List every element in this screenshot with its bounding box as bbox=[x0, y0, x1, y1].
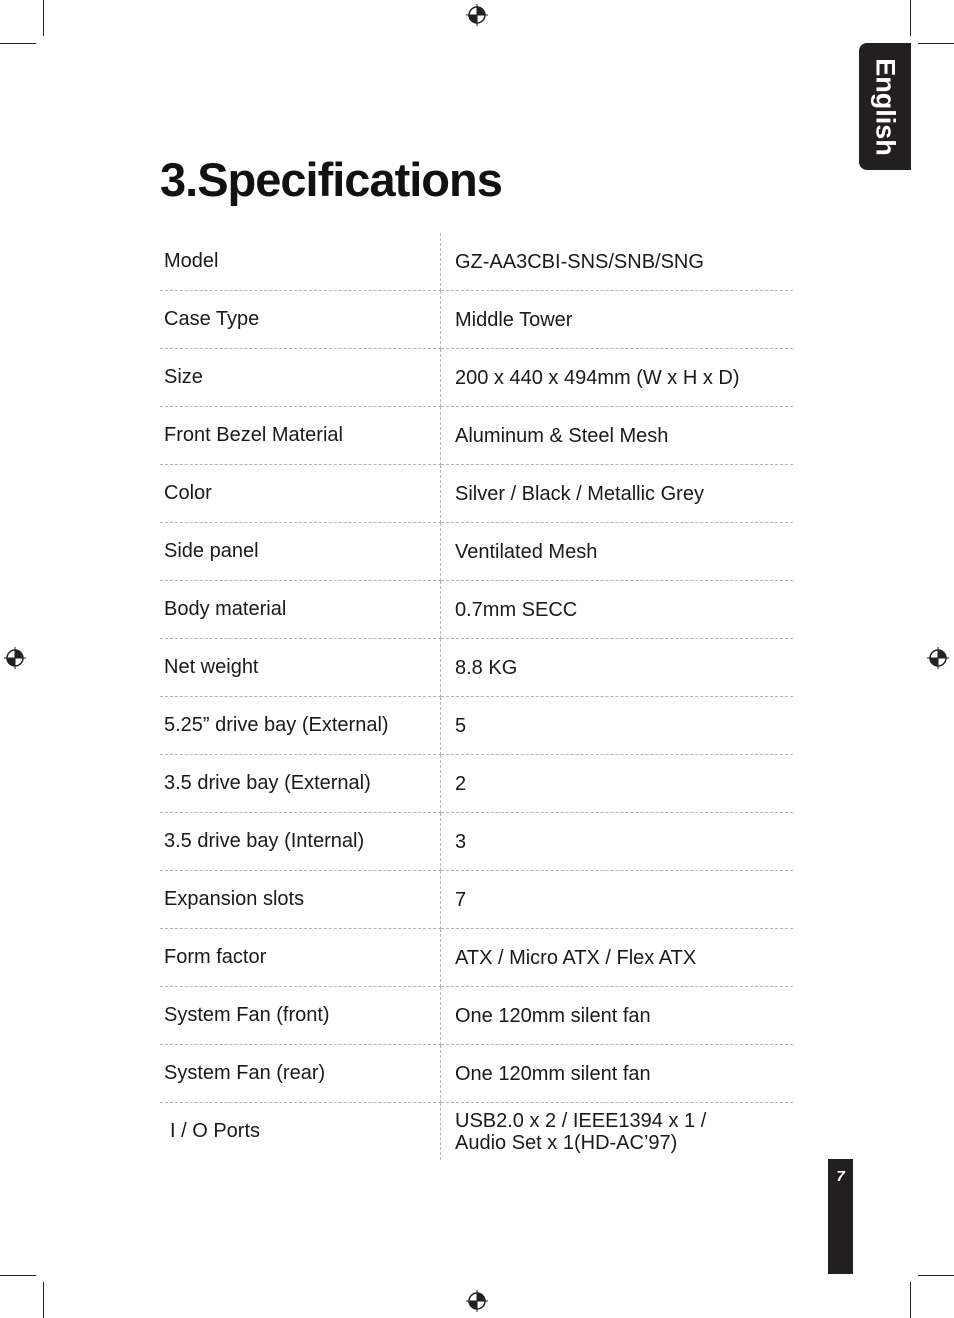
spec-row bbox=[160, 871, 793, 929]
crop-mark bbox=[918, 1275, 954, 1276]
crop-mark bbox=[910, 0, 911, 36]
crop-mark bbox=[43, 1282, 44, 1318]
spec-label: Size bbox=[160, 349, 441, 407]
spec-value: 3 bbox=[441, 813, 794, 871]
page-title: 3.Specifications bbox=[160, 153, 502, 206]
spec-row bbox=[160, 233, 793, 291]
spec-value: 5 bbox=[441, 697, 794, 755]
spec-row bbox=[160, 929, 793, 987]
spec-value: Ventilated Mesh bbox=[441, 523, 794, 581]
spec-value: One 120mm silent fan bbox=[441, 987, 794, 1045]
spec-value: 0.7mm SECC bbox=[441, 581, 794, 639]
registration-mark-icon bbox=[927, 647, 949, 669]
spec-row bbox=[160, 291, 793, 349]
spec-value bbox=[441, 1103, 794, 1161]
spec-row bbox=[160, 639, 793, 697]
spec-label: System Fan (rear) bbox=[160, 1045, 441, 1103]
spec-row bbox=[160, 1103, 793, 1161]
language-tab-label: English bbox=[870, 57, 901, 156]
spec-label: 5.25” drive bay (External) bbox=[160, 697, 441, 755]
crop-mark bbox=[0, 1275, 36, 1276]
crop-mark bbox=[43, 0, 44, 36]
spec-label: 3.5 drive bay (External) bbox=[160, 755, 441, 813]
spec-row bbox=[160, 465, 793, 523]
spec-value: Silver / Black / Metallic Grey bbox=[441, 465, 794, 523]
spec-value: GZ-AA3CBI-SNS/SNB/SNG bbox=[441, 233, 794, 291]
spec-row bbox=[160, 1045, 793, 1103]
spec-row bbox=[160, 523, 793, 581]
spec-value: 2 bbox=[441, 755, 794, 813]
specifications-table bbox=[160, 233, 793, 1160]
spec-value: 200 x 440 x 494mm (W x H x D) bbox=[441, 349, 794, 407]
spec-value-line: Audio Set x 1(HD-AC’97) bbox=[455, 1131, 678, 1154]
spec-label: 3.5 drive bay (Internal) bbox=[160, 813, 441, 871]
spec-label: Body material bbox=[160, 581, 441, 639]
crop-mark bbox=[918, 43, 954, 44]
spec-label: Case Type bbox=[160, 291, 441, 349]
registration-mark-icon bbox=[466, 1290, 488, 1312]
spec-label: Color bbox=[160, 465, 441, 523]
registration-mark-icon bbox=[466, 4, 488, 26]
spec-row bbox=[160, 697, 793, 755]
spec-value: Middle Tower bbox=[441, 291, 794, 349]
registration-mark-icon bbox=[4, 647, 26, 669]
page-number-tab bbox=[828, 1159, 853, 1274]
spec-label: Side panel bbox=[160, 523, 441, 581]
spec-row bbox=[160, 407, 793, 465]
spec-value: 8.8 KG bbox=[441, 639, 794, 697]
crop-mark bbox=[910, 1282, 911, 1318]
spec-label: System Fan (front) bbox=[160, 987, 441, 1045]
spec-value: Aluminum & Steel Mesh bbox=[441, 407, 794, 465]
spec-label: Form factor bbox=[160, 929, 441, 987]
spec-label: I / O Ports bbox=[160, 1103, 441, 1161]
spec-label: Model bbox=[160, 233, 441, 291]
spec-value-line: USB2.0 x 2 / IEEE1394 x 1 / bbox=[455, 1109, 707, 1132]
spec-label: Front Bezel Material bbox=[160, 407, 441, 465]
page-number: 7 bbox=[836, 1168, 845, 1185]
spec-label: Expansion slots bbox=[160, 871, 441, 929]
spec-value: One 120mm silent fan bbox=[441, 1045, 794, 1103]
spec-row bbox=[160, 349, 793, 407]
spec-row bbox=[160, 755, 793, 813]
spec-row bbox=[160, 987, 793, 1045]
language-tab bbox=[859, 43, 911, 170]
spec-label: Net weight bbox=[160, 639, 441, 697]
spec-value: ATX / Micro ATX / Flex ATX bbox=[441, 929, 794, 987]
spec-row bbox=[160, 813, 793, 871]
spec-value: 7 bbox=[441, 871, 794, 929]
spec-row bbox=[160, 581, 793, 639]
crop-mark bbox=[0, 43, 36, 44]
